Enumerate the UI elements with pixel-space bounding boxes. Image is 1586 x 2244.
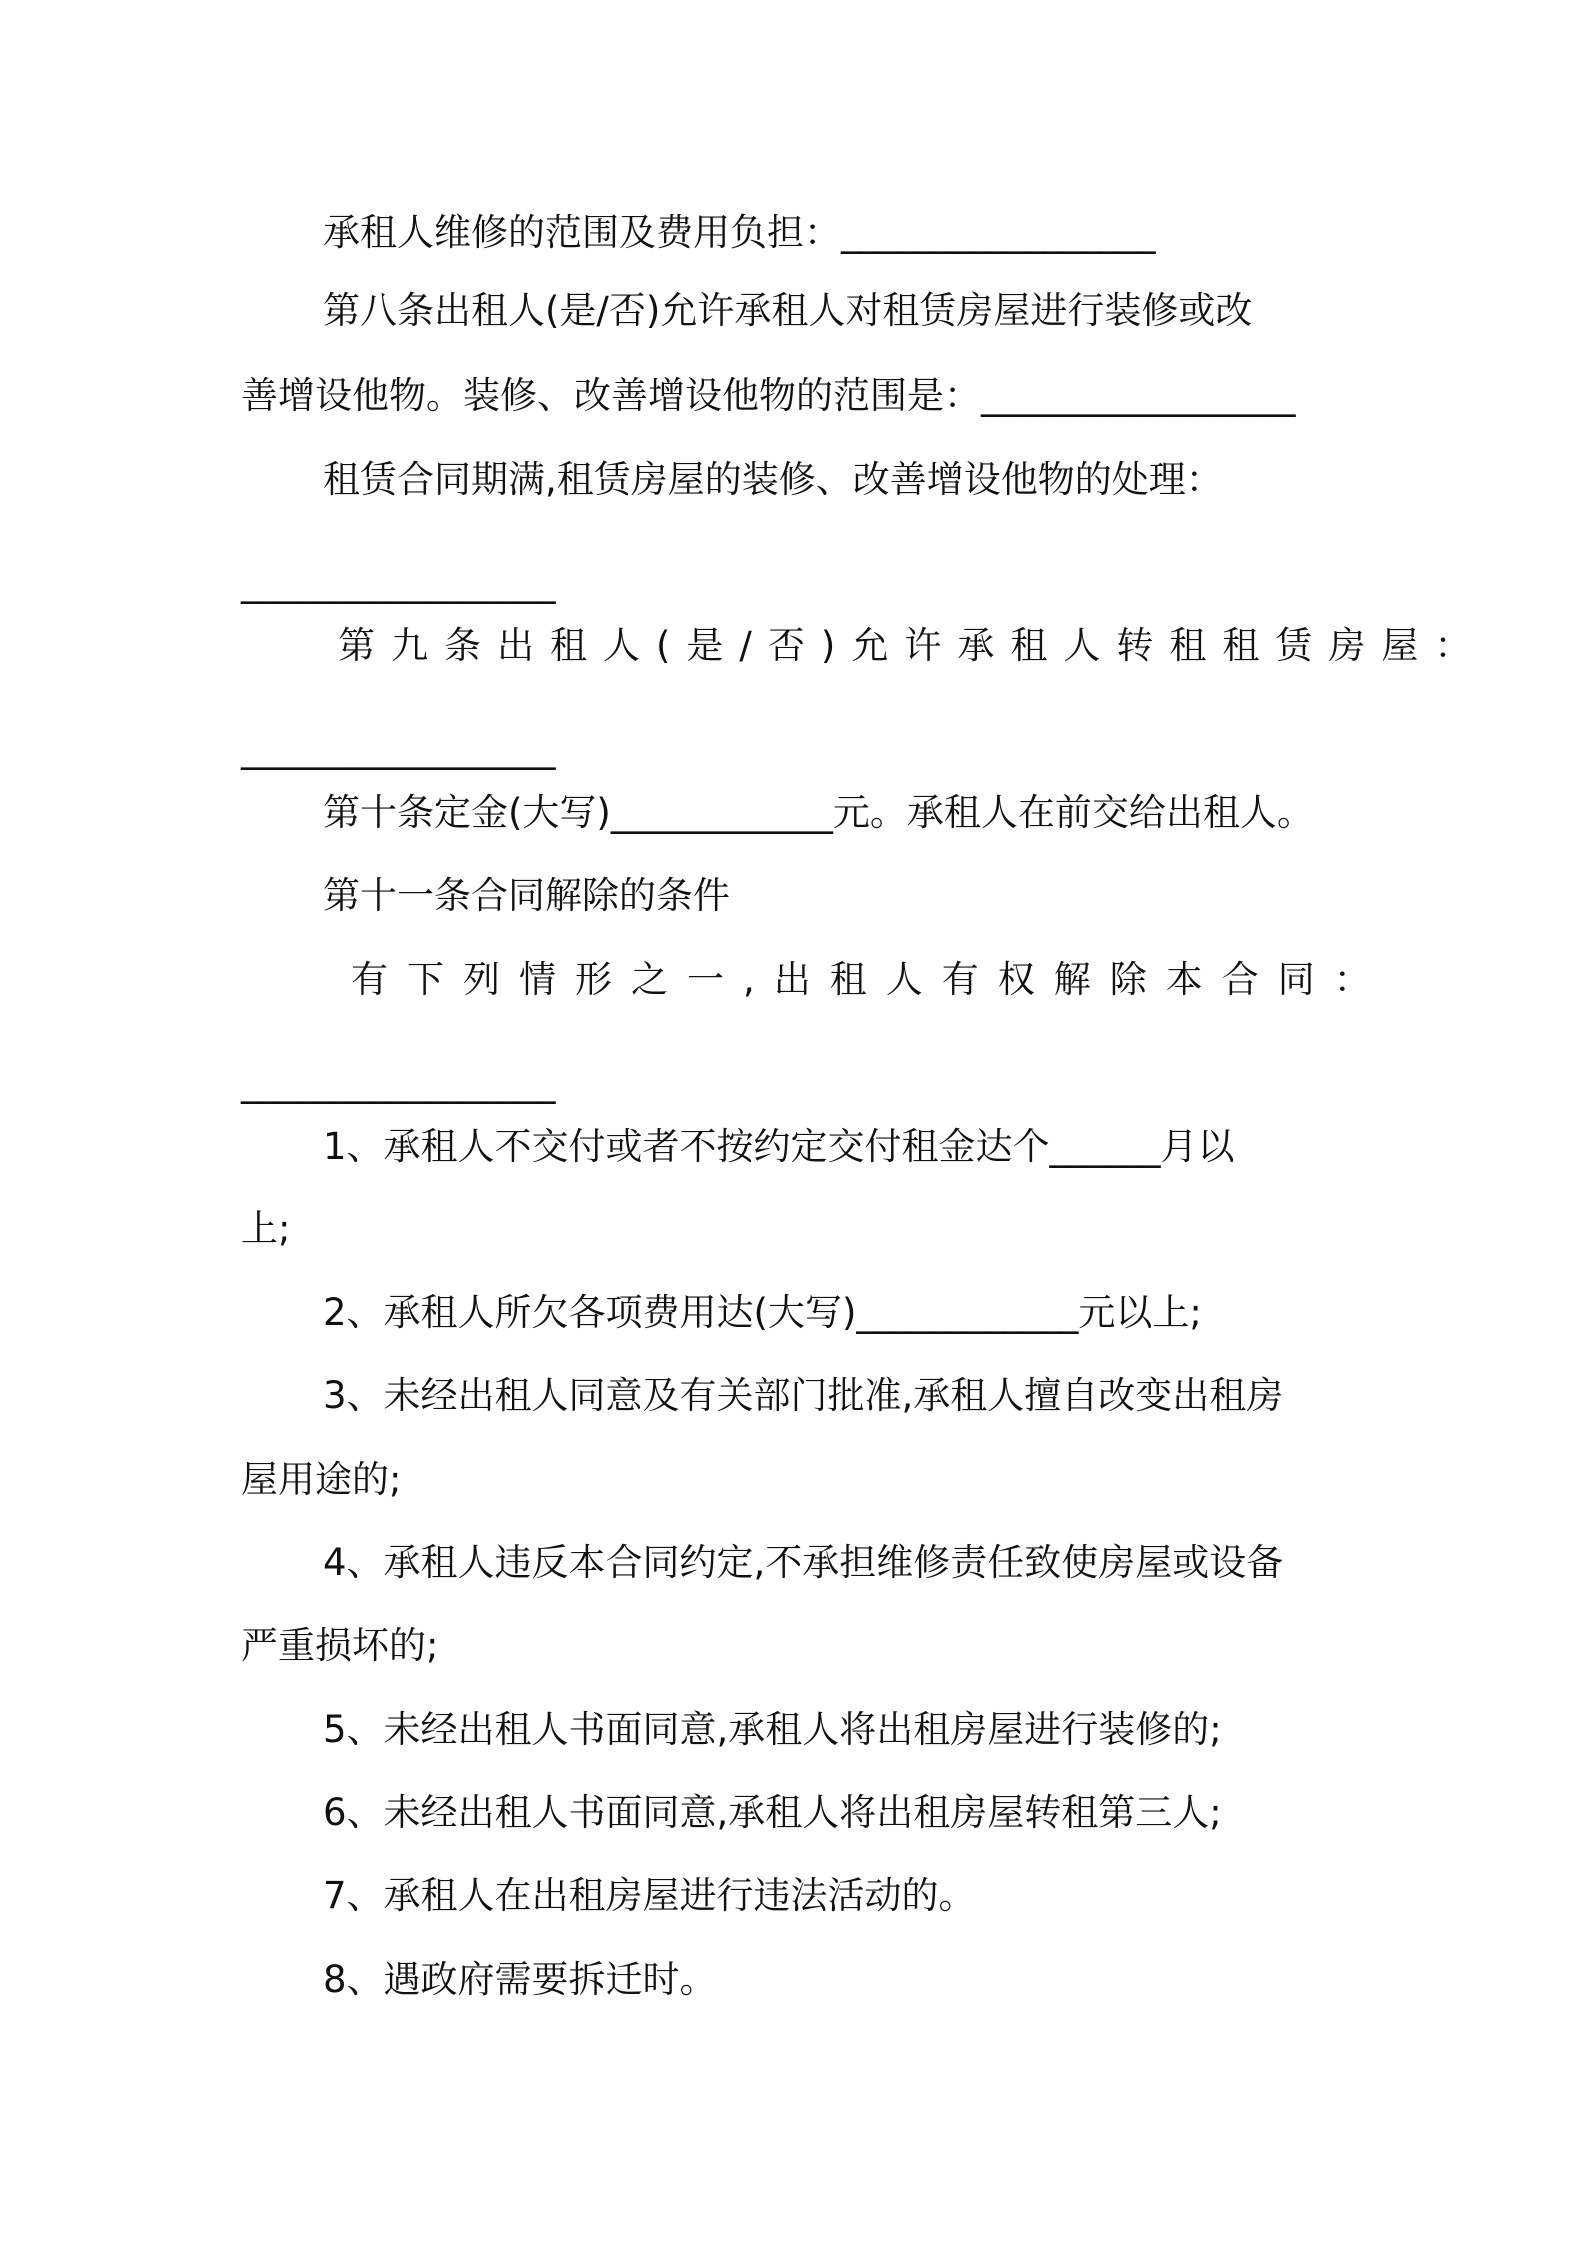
article-9-line: 第九条出租人(是/否)允许承租人转租租赁房屋： (338, 624, 1488, 667)
item-2-line: 2、承租人所欠各项费用达(大写)____________元以上; (323, 1291, 1202, 1334)
item-7-line: 7、承租人在出租房屋进行违法活动的。 (323, 1874, 976, 1917)
item-4-line: 4、承租人违反本合同约定,不承担维修责任致使房屋或设备 (323, 1541, 1284, 1584)
item-1-line: 1、承租人不交付或者不按约定交付租金达个______月以 (323, 1125, 1235, 1168)
item-8-line: 8、遇政府需要拆迁时。 (323, 1958, 717, 2001)
blank-line-3: _________________ (241, 1061, 556, 1104)
article-10-line: 第十条定金(大写)____________元。承租人在前交给出租人。 (323, 791, 1314, 834)
item-3-line: 3、未经出租人同意及有关部门批准,承租人擅自改变出租房 (323, 1374, 1284, 1417)
item-6-line: 6、未经出租人书面同意,承租人将出租房屋转租第三人; (323, 1791, 1222, 1834)
item-4-continuation: 严重损坏的; (241, 1624, 439, 1667)
article-8-continuation: 善增设他物。装修、改善增设他物的范围是：_________________ (241, 374, 1296, 417)
item-5-line: 5、未经出租人书面同意,承租人将出租房屋进行装修的; (323, 1708, 1222, 1751)
lease-expiry-renovation-line: 租赁合同期满,租赁房屋的装修、改善增设他物的处理： (323, 458, 1223, 501)
item-1-continuation: 上; (241, 1207, 291, 1250)
item-3-continuation: 屋用途的; (241, 1458, 402, 1501)
blank-line-2: _________________ (241, 727, 556, 770)
article-8-line: 第八条出租人(是/否)允许承租人对租赁房屋进行装修或改 (323, 289, 1253, 332)
termination-conditions-line: 有下列情形之一,出租人有权解除本合同： (351, 958, 1390, 1001)
repair-scope-line: 承租人维修的范围及费用负担：_________________ (323, 211, 1156, 254)
blank-line-1: _________________ (241, 561, 556, 604)
article-11-heading: 第十一条合同解除的条件 (323, 874, 730, 917)
